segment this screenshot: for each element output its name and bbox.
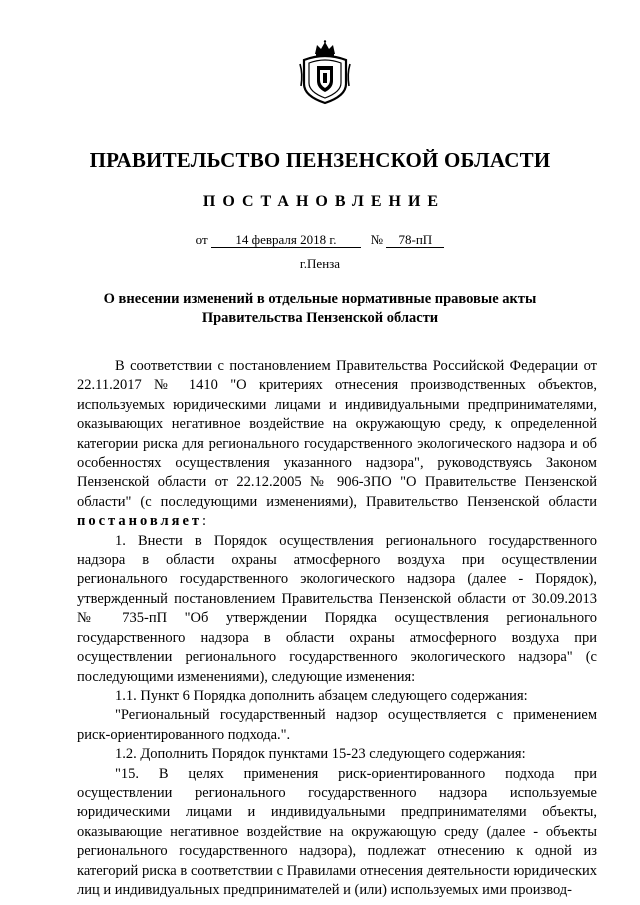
decree-colon: : [202, 513, 207, 530]
subject-line: Правительства Пензенской области [201, 310, 439, 326]
document-number: 78-пП [386, 233, 444, 248]
body-paragraph: "Региональный государственный надзор осуществляется с применением риск-ориентированного подхода.". [77, 707, 597, 743]
document-date: 14 февраля 2018 г. [211, 233, 361, 248]
body-paragraph: 1.1. Пункт 6 Порядка дополнить абзацем следующего содержания: [115, 687, 528, 704]
document-body [77, 357, 597, 900]
body-paragraph: 1.2. Дополнить Порядок пунктами 15-23 следующего содержания: [115, 746, 526, 763]
government-title: ПРАВИТЕЛЬСТВО ПЕНЗЕНСКОЙ ОБЛАСТИ [89, 148, 551, 172]
body-paragraph: 1. Внести в Порядок осуществления регионального государственного надзора в области охраны атмосферного воздуха при осуществлении регионального государственного экологического надзора (далее - Порядок), утвержденный постановлением Правительства Пензенской области от 30.09.2013 № 735-пП "Об утверждении Порядка осуществления регионального государственного надзора в области охраны атмосферного воздуха при осуществлении регионального государственного экологического надзора" (с последующими изменениями), следующие изменения: [77, 532, 597, 685]
body-paragraph: "15. В целях применения риск-ориентированного подхода при осуществлении регионального государственного надзора используемые юридическими лицами и индивидуальными предпринимателями объекты, оказывающие негативное воздействие на окружающую среду (далее - объекты регионального государственного надзора), подлежат отнесению к одной из категорий риска в соответствии с Правилами отнесения деятельности юридических лиц и индивидуальных предпринимателей и (или) используемых ими производ- [77, 765, 597, 898]
body-paragraph [77, 357, 597, 532]
document-subject [100, 290, 540, 328]
document-type: ПОСТАНОВЛЕНИЕ [202, 193, 446, 210]
decree-word: постановляет [77, 513, 203, 530]
number-prefix: № [370, 232, 384, 247]
date-number-line [0, 232, 640, 248]
city: г.Пенза [299, 256, 341, 271]
preamble-text: В соответствии с постановлением Правительства Российской Федерации от 22.11.2017 № 1410 "О критериях отнесения производственных объектов, используемых юридическими лицами и индивидуальными предпринимателями, оказывающих негативное воздействие на окружающую среду, к определенной категории риска для регионального государственного экологического надзора и об особенностях осуществления указанного надзора", руководствуясь Законом Пензенской области от 22.12.2005 № 906-ЗПО "О Правительстве Пензенской области" (с последующими изменениями), Правительство Пензенской области [77, 358, 597, 510]
date-prefix: от [195, 232, 208, 247]
subject-line: О внесении изменений в отдельные нормативные правовые акты [103, 291, 537, 307]
penza-coat-of-arms-icon [298, 40, 352, 106]
